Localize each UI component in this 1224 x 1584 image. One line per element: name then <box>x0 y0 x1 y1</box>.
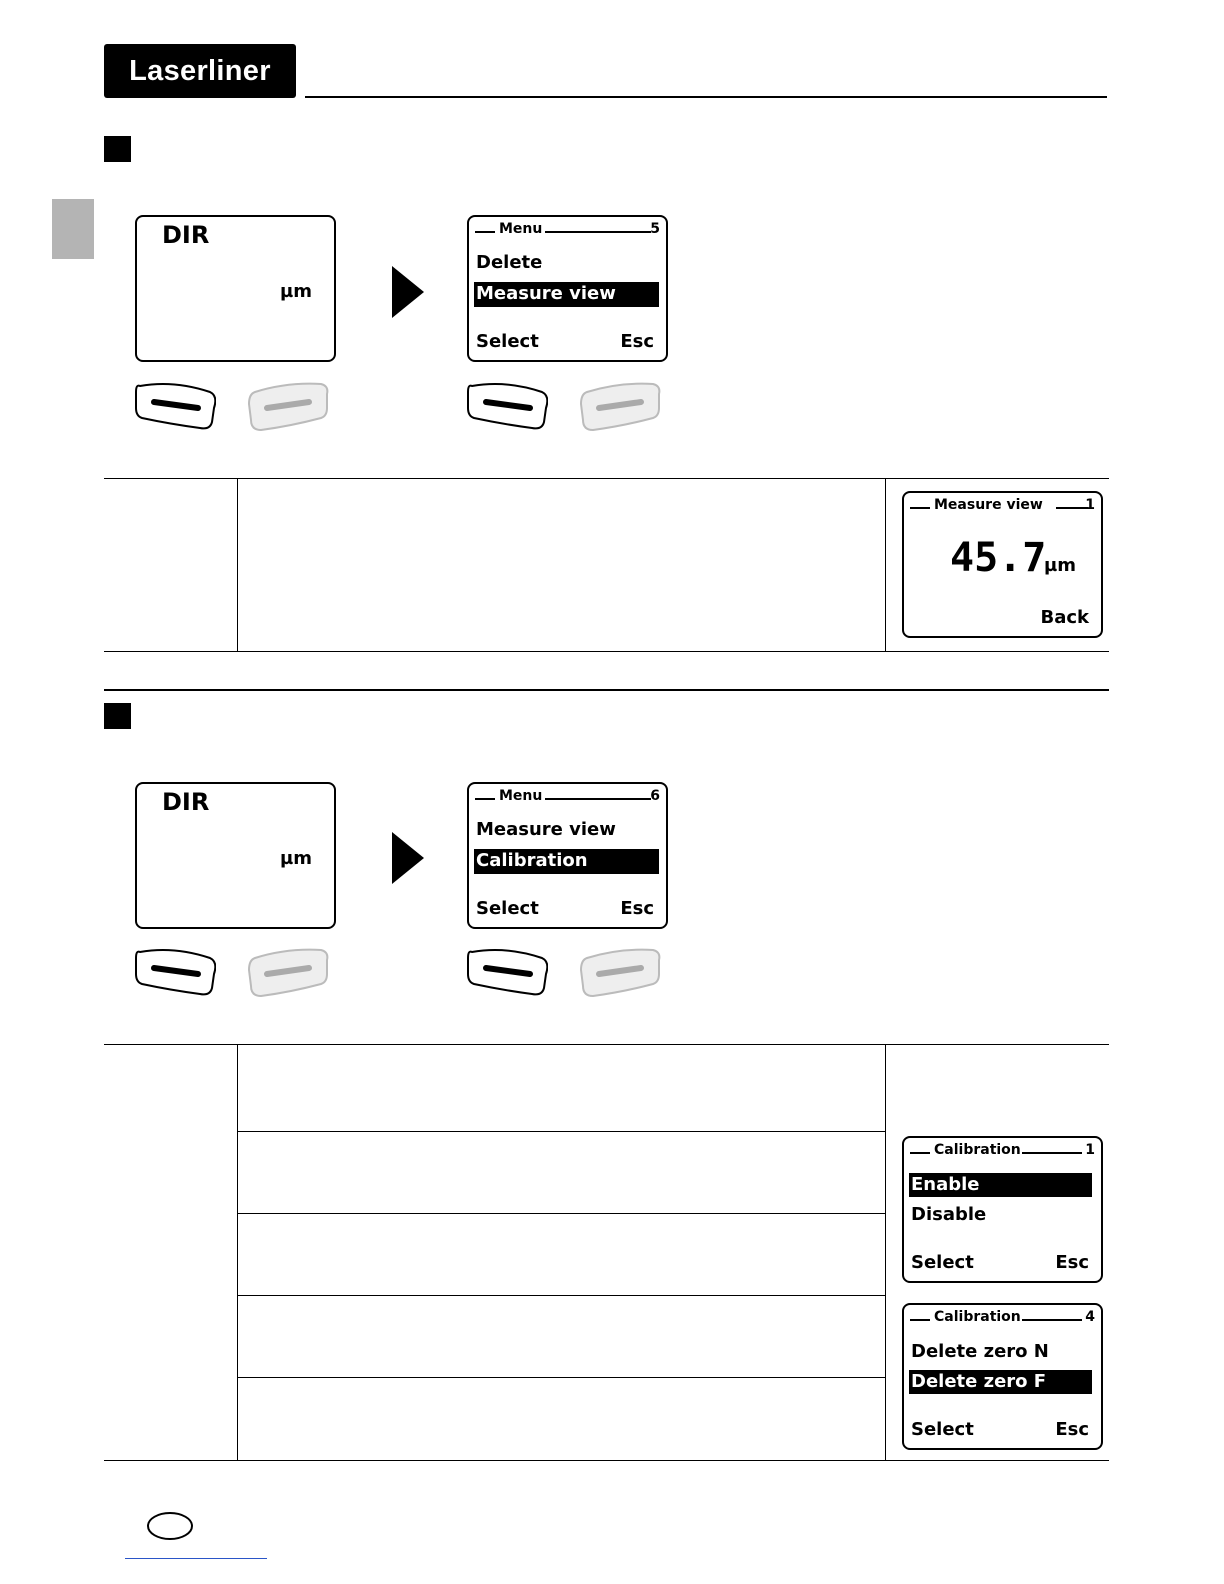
menu-page-number: 5 <box>650 221 660 237</box>
table-row-rule <box>237 1295 885 1296</box>
menu-item-selected-label: Calibration <box>476 850 588 871</box>
table-row-rule <box>237 1131 885 1132</box>
table-rule <box>104 1460 1109 1461</box>
language-oval-icon <box>145 1510 195 1542</box>
softkey-esc-label: Esc <box>1055 1252 1089 1273</box>
menu-item-selected[interactable] <box>474 849 659 874</box>
measurement-unit: µm <box>1044 555 1077 576</box>
device-screen-calibration-1 <box>902 1136 1103 1283</box>
left-softkey-pressed[interactable] <box>466 944 548 998</box>
softkey-select-label: Select <box>476 331 539 352</box>
left-softkey-pressed[interactable] <box>134 944 216 998</box>
calibration-header <box>910 1311 1095 1327</box>
table-rule <box>104 478 1109 479</box>
mode-label: DIR <box>162 221 210 249</box>
device-screen-dir-1 <box>135 215 336 362</box>
menu-item-selected-label: Measure view <box>476 283 616 304</box>
device-screen-dir-2 <box>135 782 336 929</box>
menu-header <box>475 790 660 806</box>
laserliner-logo <box>104 44 296 98</box>
measure-title: Measure view <box>934 497 1043 513</box>
device-screen-measure-view <box>902 491 1103 638</box>
table-row-rule <box>237 1213 885 1214</box>
measure-page-number: 1 <box>1085 497 1095 513</box>
menu-item[interactable]: Delete <box>476 252 543 273</box>
table-divider <box>885 1044 886 1460</box>
next-arrow-icon <box>392 832 424 884</box>
menu-item[interactable]: Disable <box>911 1204 987 1225</box>
softkey-select-label: Select <box>911 1252 974 1273</box>
right-softkey-inactive[interactable] <box>247 944 329 998</box>
menu-item[interactable]: Measure view <box>476 819 616 840</box>
section-marker-2 <box>104 703 131 729</box>
logo-text: Laserliner <box>129 54 271 87</box>
unit-label: µm <box>280 281 313 302</box>
softkey-select-label: Select <box>476 898 539 919</box>
menu-header <box>475 223 660 239</box>
menu-item[interactable]: Delete zero N <box>911 1341 1049 1362</box>
calibration-page-number: 4 <box>1085 1309 1095 1325</box>
calibration-title: Calibration <box>934 1309 1021 1325</box>
softkey-back-label: Back <box>1040 607 1089 628</box>
next-arrow-icon <box>392 266 424 318</box>
calibration-title: Calibration <box>934 1142 1021 1158</box>
mode-label: DIR <box>162 788 210 816</box>
measure-header <box>910 499 1095 515</box>
softkey-select-label: Select <box>911 1419 974 1440</box>
menu-title: Menu <box>499 788 543 804</box>
header-rule <box>305 96 1107 98</box>
section-rule <box>104 689 1109 691</box>
left-softkey-pressed[interactable] <box>134 378 216 432</box>
menu-item-selected-label: Enable <box>911 1174 980 1195</box>
menu-item-selected[interactable] <box>909 1173 1092 1197</box>
menu-item-selected[interactable] <box>474 282 659 307</box>
language-tab <box>52 199 94 259</box>
unit-label: µm <box>280 848 313 869</box>
softkey-esc-label: Esc <box>1055 1419 1089 1440</box>
table-row-rule <box>237 1377 885 1378</box>
menu-page-number: 6 <box>650 788 660 804</box>
device-screen-calibration-4 <box>902 1303 1103 1450</box>
menu-item-selected[interactable] <box>909 1370 1092 1394</box>
table-divider <box>237 1044 238 1460</box>
calibration-page-number: 1 <box>1085 1142 1095 1158</box>
softkey-esc-label: Esc <box>620 898 654 919</box>
measurement-value: 45.7 <box>950 535 1047 581</box>
table-rule <box>104 1044 1109 1045</box>
calibration-header <box>910 1144 1095 1160</box>
right-softkey-inactive[interactable] <box>579 378 661 432</box>
softkey-esc-label: Esc <box>620 331 654 352</box>
device-screen-menu-2 <box>467 782 668 929</box>
menu-item-selected-label: Delete zero F <box>911 1371 1047 1392</box>
left-softkey-pressed[interactable] <box>466 378 548 432</box>
menu-title: Menu <box>499 221 543 237</box>
footer-rule <box>125 1558 267 1559</box>
table-rule <box>104 651 1109 652</box>
table-divider <box>237 478 238 651</box>
device-screen-menu-1 <box>467 215 668 362</box>
right-softkey-inactive[interactable] <box>247 378 329 432</box>
right-softkey-inactive[interactable] <box>579 944 661 998</box>
table-divider <box>885 478 886 651</box>
section-marker-1 <box>104 136 131 162</box>
